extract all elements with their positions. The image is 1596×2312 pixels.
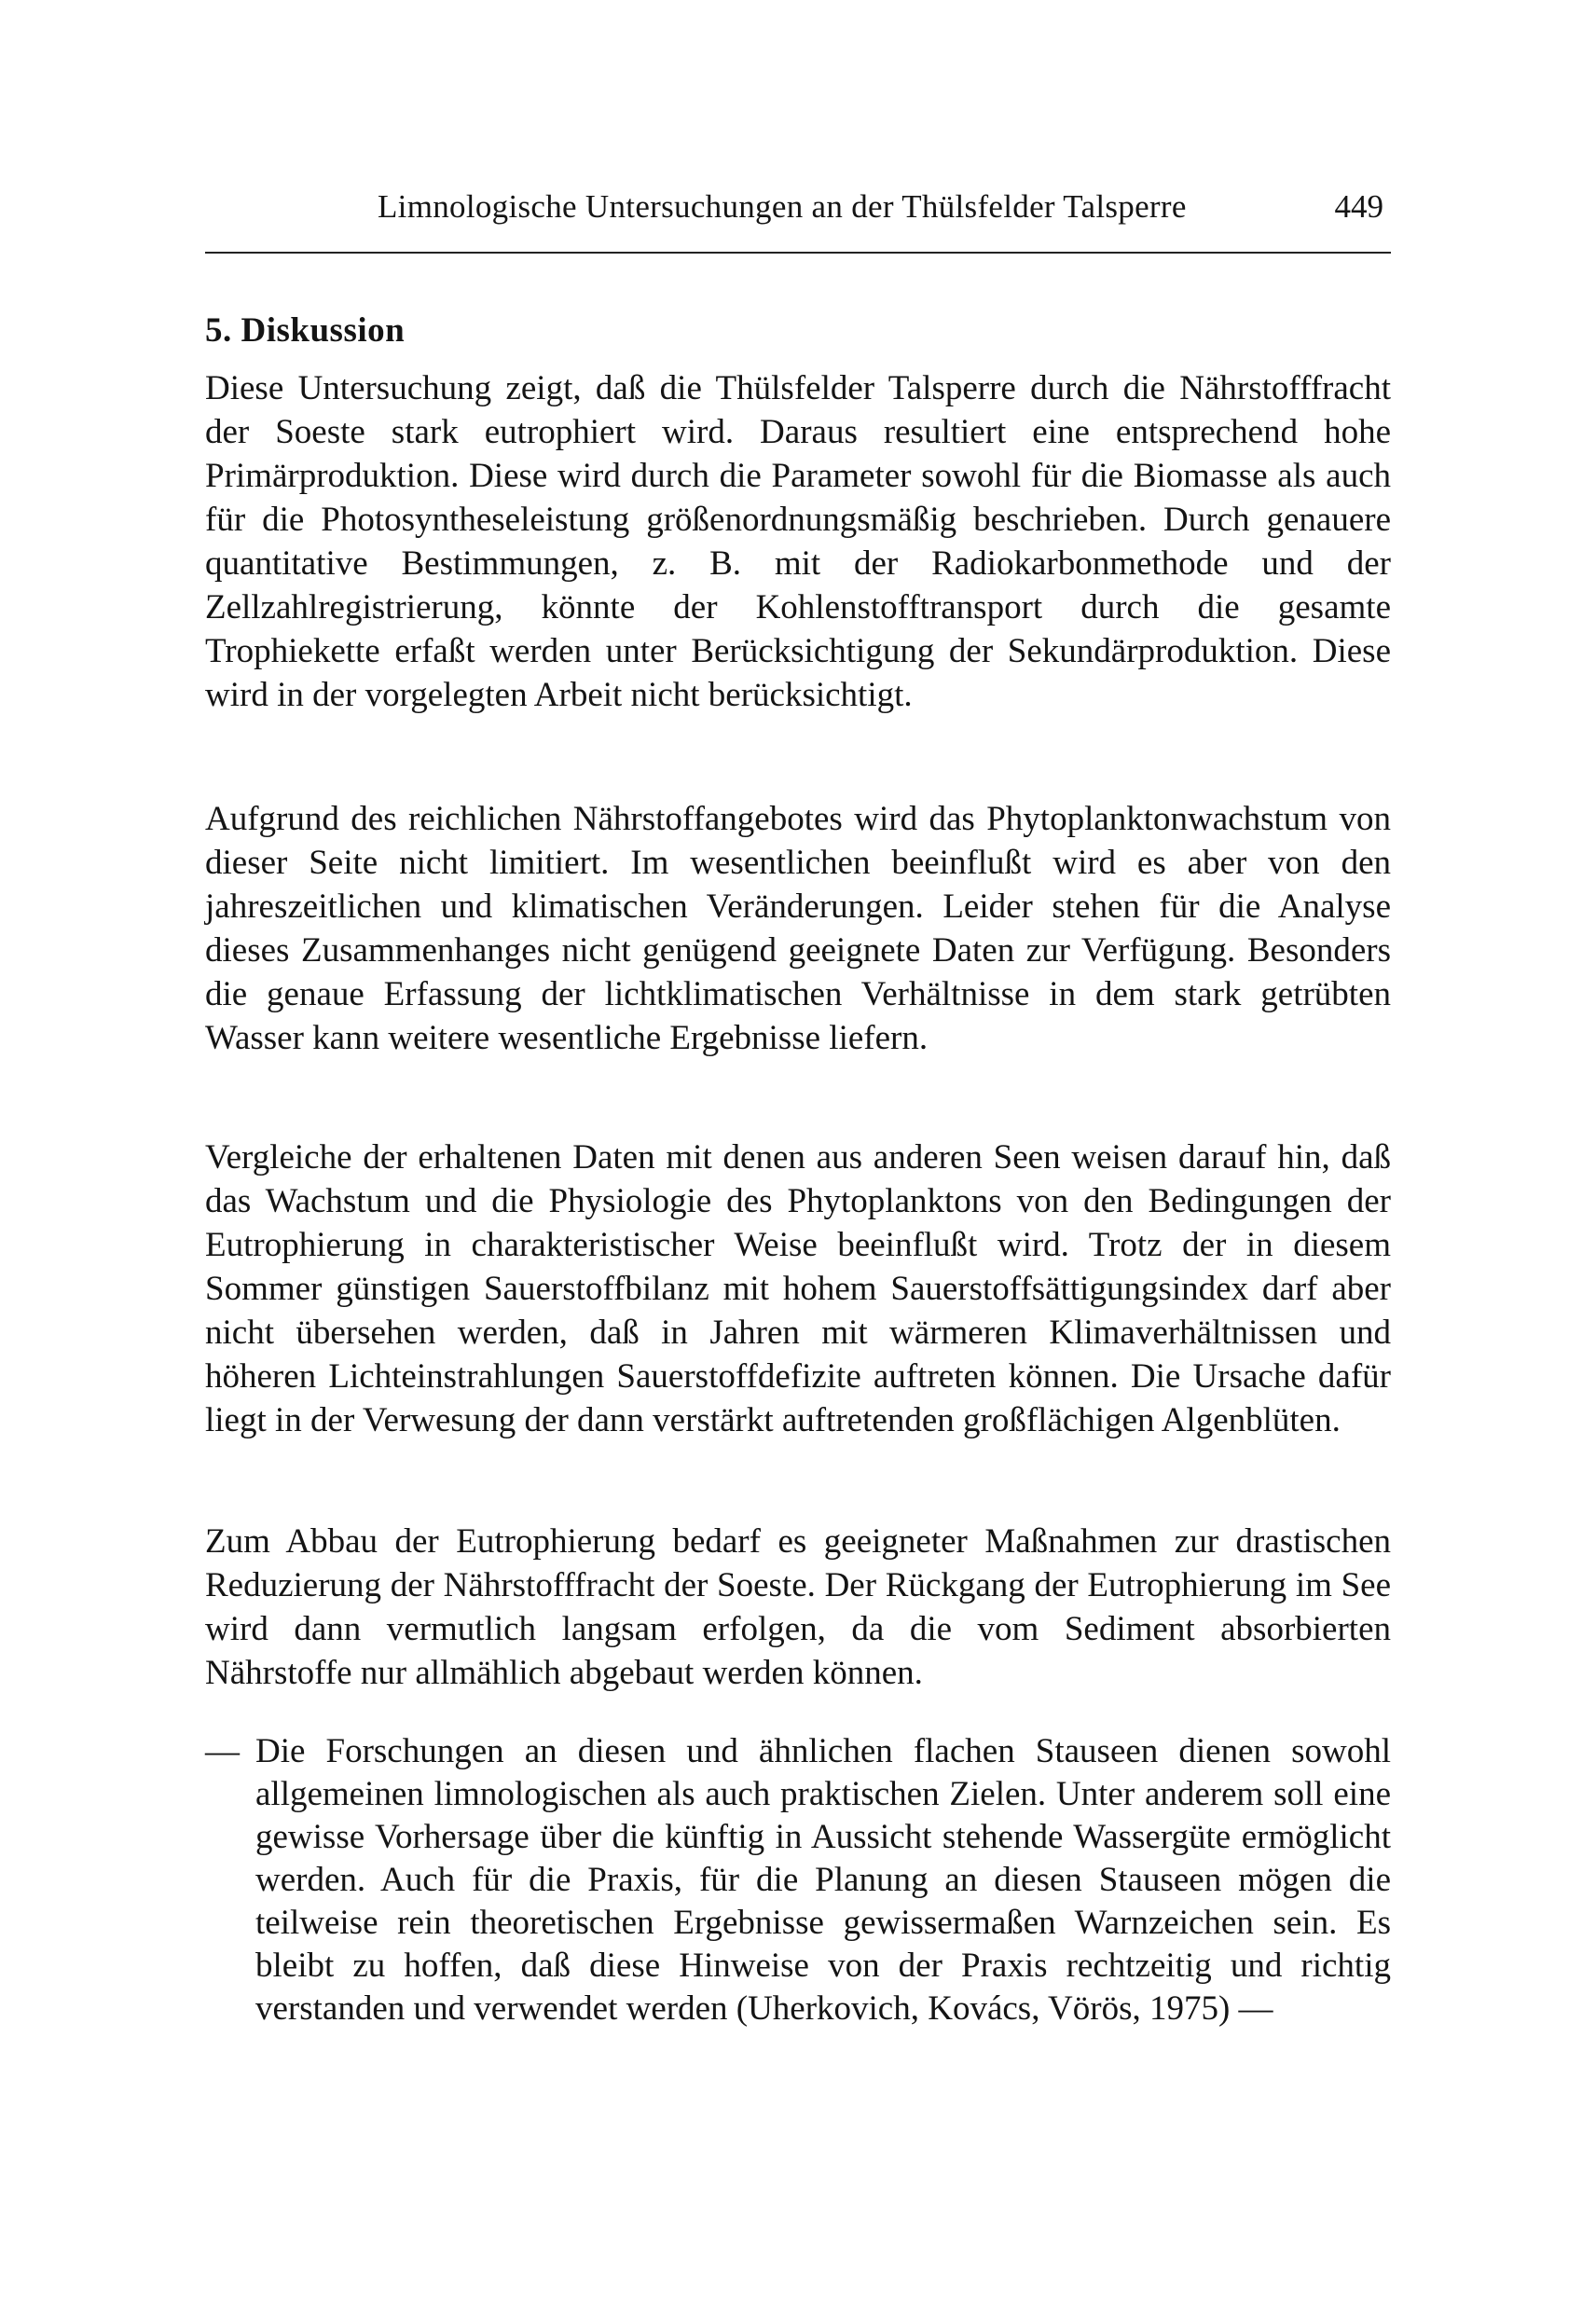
header-rule: [205, 252, 1391, 254]
paragraph-comparison: Vergleiche der erhaltenen Daten mit denen aus anderen Seen weisen darauf hin, daß das Wachstum und die Physiologie des Phytoplanktons von den Bedingungen der Eutrophierung in charakteristischer Weise beeinflußt wird. Trotz der in diesem Sommer günstigen Sauerstoffbilanz mit hohem Sauerstoffsättigungsindex darf aber nicht übersehen werden, daß in Jahren mit wärmeren Klimaverhältnissen und höheren Lichteinstrahlungen Sauerstoffdefizite auftreten können. Die Ursache dafür liegt in der Verwesung der dann verstärkt auftretenden großflächigen Algenblüten.: [205, 1138, 1391, 1439]
document-page: [205, 0, 1391, 2312]
paragraph-nutrient-supply: Aufgrund des reichlichen Nährstoffangebotes wird das Phytoplanktonwachstum von dieser Seite nicht limitiert. Im wesentlichen beeinflußt wird es aber von den jahreszeitlichen und klimatischen Veränderungen. Leider stehen für die Analyse dieses Zusammenhanges nicht genügend geeignete Daten zur Verfügung. Besonders die genaue Erfassung der lichtklimatischen Verhältnisse in dem stark getrübten Wasser kann weitere wesentliche Ergebnisse liefern.: [205, 800, 1391, 1057]
closing-quote: [205, 1730, 1391, 2030]
section-heading: 5. Diskussion: [205, 310, 406, 350]
running-title: Limnologische Untersuchungen an der Thülsfelder Talsperre: [378, 188, 1187, 225]
page-number: 449: [1334, 188, 1383, 225]
running-header: [205, 188, 1391, 244]
closing-quote-text: Die Forschungen an diesen und ähnlichen flachen Stauseen dienen sowohl allgemeinen limnologischen als auch praktischen Zielen. Unter anderem soll eine gewisse Vorhersage über die künftig in Aussicht stehende Wassergüte ermöglicht werden. Auch für die Praxis, für die Planung an diesen Stauseen mögen die teilweise rein theoretischen Ergebnisse gewissermaßen Warnzeichen sein. Es bleibt zu hoffen, daß diese Hinweise von der Praxis rechtzeitig und richtig verstanden und verwendet werden (Uherkovich, Kovács, Vörös, 1975) —: [255, 1732, 1391, 2028]
paragraph-measures: Zum Abbau der Eutrophierung bedarf es geeigneter Maßnahmen zur drastischen Reduzierung der Nährstofffracht der Soeste. Der Rückgang der Eutrophierung im See wird dann vermutlich langsam erfolgen, da die vom Sediment absorbierten Nährstoffe nur allmählich abgebaut werden können.: [205, 1522, 1391, 1692]
paragraph-results-summary: Diese Untersuchung zeigt, daß die Thülsfelder Talsperre durch die Nährstofffracht der Soeste stark eutrophiert wird. Daraus resultiert eine entsprechend hohe Primärproduktion. Diese wird durch die Parameter sowohl für die Biomasse als auch für die Photosyntheseleistung größenordnungsmäßig beschrieben. Durch genauere quantitative Bestimmungen, z. B. mit der Radiokarbonmethode und der Zellzahlregistrierung, könnte der Kohlenstofftransport durch die gesamte Trophiekette erfaßt werden unter Berücksichtigung der Sekundärproduktion. Diese wird in der vorgelegten Arbeit nicht berücksichtigt.: [205, 369, 1391, 714]
em-dash: —: [205, 1732, 240, 1770]
